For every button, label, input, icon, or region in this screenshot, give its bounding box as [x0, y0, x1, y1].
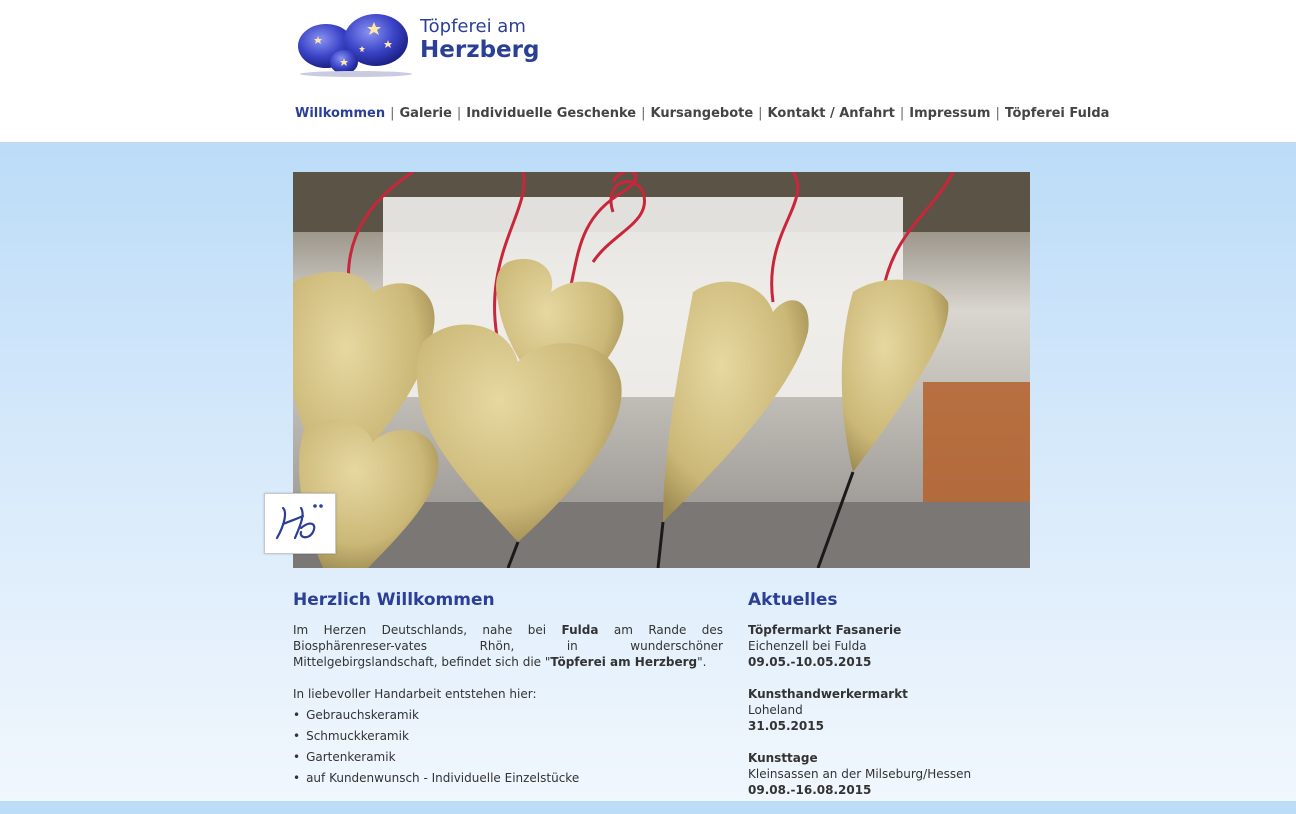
nav-kursangebote[interactable]: Kursangebote	[650, 106, 754, 121]
products-lead: In liebevoller Handarbeit entstehen hier:	[293, 687, 537, 701]
nav-separator: |	[456, 106, 462, 121]
event-date: 31.05.2015	[748, 719, 824, 733]
list-item: • Schmuckkeramik	[293, 726, 723, 747]
site-header	[0, 0, 1296, 143]
main-navigation	[295, 106, 1109, 121]
brand-name	[420, 18, 539, 62]
event-place: Eichenzell bei Fulda	[748, 639, 867, 653]
nav-galerie[interactable]: Galerie	[399, 106, 452, 121]
intro-text: ".	[697, 655, 707, 669]
pottery-logo-icon	[296, 12, 416, 78]
brand-name-line1: Töpferei am	[420, 16, 526, 37]
nav-individuelle-geschenke[interactable]: Individuelle Geschenke	[466, 106, 637, 121]
intro-text: am Rande des Biosphärenreser-vates Rhön, in wunderschöner Mittelgebirgslandschaft, befindet sich die "	[293, 623, 723, 669]
intro-text: Im Herzen Deutschlands, nahe bei	[293, 623, 562, 637]
event-item	[748, 622, 1018, 670]
site-logo[interactable]	[296, 12, 540, 78]
nav-separator: |	[390, 106, 395, 121]
event-item	[748, 686, 1018, 734]
welcome-heading: Herzlich Willkommen	[293, 590, 495, 610]
nav-separator: |	[758, 106, 763, 121]
hb-monogram-icon	[265, 494, 335, 553]
event-place: Kleinsassen an der Milseburg/Hessen	[748, 767, 972, 781]
news-heading: Aktuelles	[748, 590, 838, 610]
event-title: Töpfermarkt Fasanerie	[748, 623, 902, 637]
nav-separator: |	[995, 106, 1000, 121]
intro-bold-name: Töpferei am Herzberg	[550, 655, 698, 669]
event-title: Kunsttage	[748, 751, 818, 765]
nav-separator: |	[641, 106, 646, 121]
nav-willkommen[interactable]: Willkommen	[295, 106, 386, 121]
list-item: • Gebrauchskeramik	[293, 705, 723, 726]
event-item	[748, 750, 1018, 798]
event-place: Loheland	[748, 703, 803, 717]
welcome-intro	[293, 622, 723, 670]
event-date: 09.08.-16.08.2015	[748, 783, 872, 797]
hb-monogram-badge	[264, 493, 336, 554]
nav-separator: |	[899, 106, 905, 121]
list-item: • Gartenkeramik	[293, 747, 723, 768]
welcome-section	[293, 590, 723, 789]
nav-toepferei-fulda[interactable]: Töpferei Fulda	[1004, 106, 1110, 121]
nav-impressum[interactable]: Impressum	[909, 106, 991, 121]
nav-kontakt-anfahrt[interactable]: Kontakt / Anfahrt	[767, 106, 895, 121]
products-list	[293, 705, 723, 789]
intro-bold-fulda: Fulda	[561, 623, 599, 637]
brand-name-line2: Herzberg	[420, 37, 540, 63]
event-title: Kunsthandwerkermarkt	[748, 687, 908, 701]
event-date: 09.05.-10.05.2015	[748, 655, 872, 669]
ceramic-hearts-photo	[293, 172, 1030, 568]
news-section	[748, 590, 1018, 814]
list-item: • auf Kundenwunsch - Individuelle Einzelstücke	[293, 768, 723, 789]
hero-image	[293, 172, 1030, 568]
